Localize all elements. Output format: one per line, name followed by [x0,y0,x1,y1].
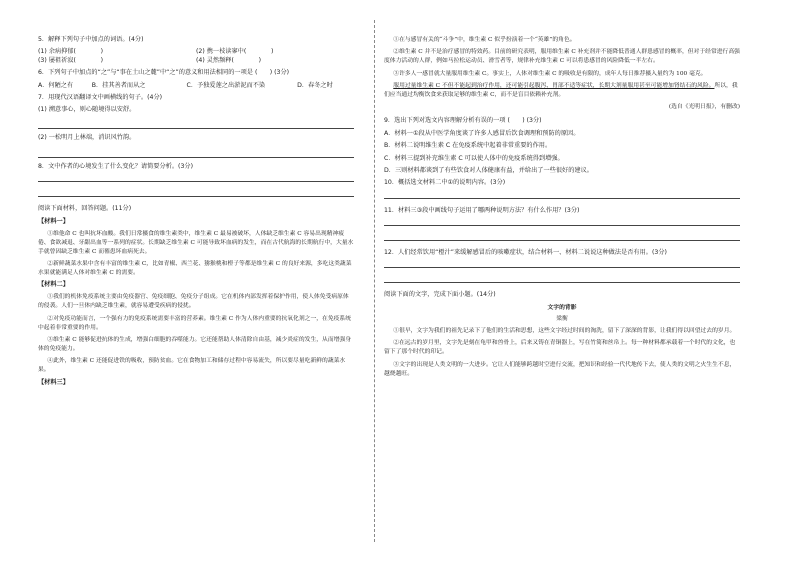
question-9: 9．选出下列对选文内容理解分析有误的一项 ( ) (3分) [384,117,542,125]
material-1-paragraph: ②新鲜蔬菜水果中含有丰富的维生素 C，比如青椒、西兰花、猕猴桃和橙子等都是维生素 C 的良好来源，多吃这类蔬菜水果就能满足人体对维生素 C 的需要。 [38,260,352,276]
q9-option-a: A．材料一①段从中医学角度谈了许多人感冒后饮食调理和预防的原因。 [384,129,580,137]
question-8: 8．文中作者的心境发生了什么变化？请简要分析。(3分) [38,162,194,170]
answer-line [384,276,740,283]
essay-title: 文字的背影 [547,304,577,311]
q6-option-c: C．予独爱莲之出淤泥而不染 [186,81,266,89]
essay-paragraph: ③文字的出现是人类文明的一大进步。它让人们能够跨越时空进行交流，把知识和经验一代代地传下去，使人类的文明之火生生不息，越烧越旺。 [384,361,736,377]
question-12: 12．人们经常饮用“橙汁”来缓解感冒后的咳嗽症状，结合材料一、材料二说说这种做法是否有用。(3分) [384,249,667,257]
answer-line [38,175,354,182]
question-10: 10．概括选文材料二中①的说明内容。(3分) [384,179,506,187]
column-divider [374,20,375,542]
q6-option-d: D．春冬之时 [297,81,333,89]
q9-option-b: B．材料二说明维生素 C 在免疫系统中起着非常重要的作用。 [384,142,552,150]
question-11: 11．材料三③段中画线句子运用了哪两种说明方法？有什么作用？(3分) [384,206,580,214]
answer-line [384,219,740,226]
material-2-heading: 【材料二】 [38,281,69,289]
q5-item: (1) 余病抑郁( ) [38,48,104,56]
answer-line [384,261,740,268]
material-3-heading: 【材料三】 [38,378,69,386]
material-3-paragraph: ①在与感冒有关的“斗争”中，维生素 C 似乎扮演着一个“英雄”的角色。 [393,37,576,43]
question-5: 5．解释下列句子中加点的词语。(4分) [38,36,144,43]
material-2-paragraph: ②对免疫功能而言，一个强有力的免疫系统需要丰富的营养素。维生素 C 作为人体内重要的抗氧化剂之一，在免疫系统中起着非常重要的作用。 [38,315,352,331]
answer-line [38,190,354,197]
material-3-paragraph: ②维生素 C 并不是治疗感冒的特效药。目前的研究表明，服用维生素 C 补充剂并不能降低普通人群患感冒的概率，但对于经常进行高强度体力活动的人群，例如马拉松运动员、滑雪者等，规律补充维生素 C 可以将患感冒的风险降低一半左右。 [384,49,740,65]
q5-item: (2) 携一枝读寥中( ) [196,48,274,56]
answer-line [38,147,354,158]
left-column [38,36,354,391]
reading-2-intro: 阅读下面的文字，完成下面小题。(14分) [384,291,496,299]
question-5-items [38,48,354,66]
question-6-options [38,82,354,91]
question-7-1: (1) 溯意事心，则心随境得以安舒。 [38,106,136,114]
q9-option-d: D．三则材料都谈到了有些饮食对人体健康有益，并给出了一些很好的建议。 [384,166,593,174]
answer-line [384,234,740,241]
material-2-paragraph: ③维生素 C 能够促进抗体的生成，增强白细胞的吞噬能力。它还能帮助人体清除自由基，减少炎症的发生，从而增强身体的免疫能力。 [38,336,352,352]
question-7-2: (2) 一松明月上林端，消识风竹韵。 [38,134,136,142]
paragraph-tail: 所以，我们应当通过均衡饮食来获取足够的维生素 C，而不是盲目依赖补充剂。 [384,83,738,99]
material-2-paragraph: ④此外，维生素 C 还能促进铁的吸收，预防贫血。它在食物加工和储存过程中容易流失，所以要尽量吃新鲜的蔬菜水果。 [38,358,346,374]
question-7: 7．用现代汉语翻译文中画横线的句子。(4分) [38,93,163,101]
q5-item: (4) 灵然频释( ) [196,57,262,65]
material-2-paragraph: ①我们的机体免疫系统主要由免疫器官、免疫细胞、免疫分子组成。它在机体内部发挥着保护作用，使人体免受病原体的侵袭。人们一旦体内缺乏维生素，就容易遭受疾病的侵扰。 [38,294,349,310]
essay-paragraph: ②在远古的岁月里，文字先是刻在龟甲和兽骨上，后来又铸在青铜器上，写在竹简和丝帛上。每一种材料都承载着一个时代的文化，也留下了那个时代的印记。 [384,340,736,356]
answer-line [384,192,740,199]
source-citation: (选自《光明日报》，有删改) [668,104,740,111]
material-3-paragraph: ③许多人一感冒就大量服用维生素 C。事实上，人体对维生素 C 的吸收是有限的，成年人每日推荐摄入量约为 100 毫克。 [393,70,707,77]
essay-author: 梁衡 [556,315,568,322]
reading-intro: 阅读下面材料，回答问题。(11分) [38,205,132,213]
essay-paragraph: ①很早，文字为我们的祖先记录下了他们的生活和思想，这些文字经过时间的淘洗，留下了深深的背影，让我们得以回望过去的岁月。 [393,327,736,334]
material-1-paragraph: ①维他命 C 也叫抗坏血酸。我们日常摄食的维生素类中，维生素 C 最易被破坏，人体缺乏维生素 C 容易出现精神疲倦、食欲减退、牙龈出血等一系列的症状。长期缺乏维生素 C 可能导致坏血病的发生，而在古代航海的长期航行中，大量水手就曾因缺乏维生素 C 而罹患坏血病死去。 [38,230,354,255]
q6-option-b: B．挂其善者而从之 [91,81,146,89]
question-6: 6．下列句子中加点的“之”与“事在土山之麓”中“之”的意义和用法相同的一项是 ( ) (3分) [38,69,290,77]
material-1-heading: 【材料一】 [38,217,69,225]
q6-option-a: A．何陋之有 [38,81,74,89]
q9-option-c: C．材料三提到补充维生素 C 可以使人体中的免疫系统得到增强。 [384,154,564,162]
material-3-paragraph [384,82,740,100]
underlined-sentence: 服用过量维生素 C 不但不能起到治疗作用，还可能引起腹泻、胃部不适等症状，长期大剂量服用甚至可能增加肾结石的风险。 [393,83,715,90]
q5-item: (3) 屡祖祈寂( ) [38,57,104,65]
answer-line [38,118,354,129]
right-column [384,36,740,382]
